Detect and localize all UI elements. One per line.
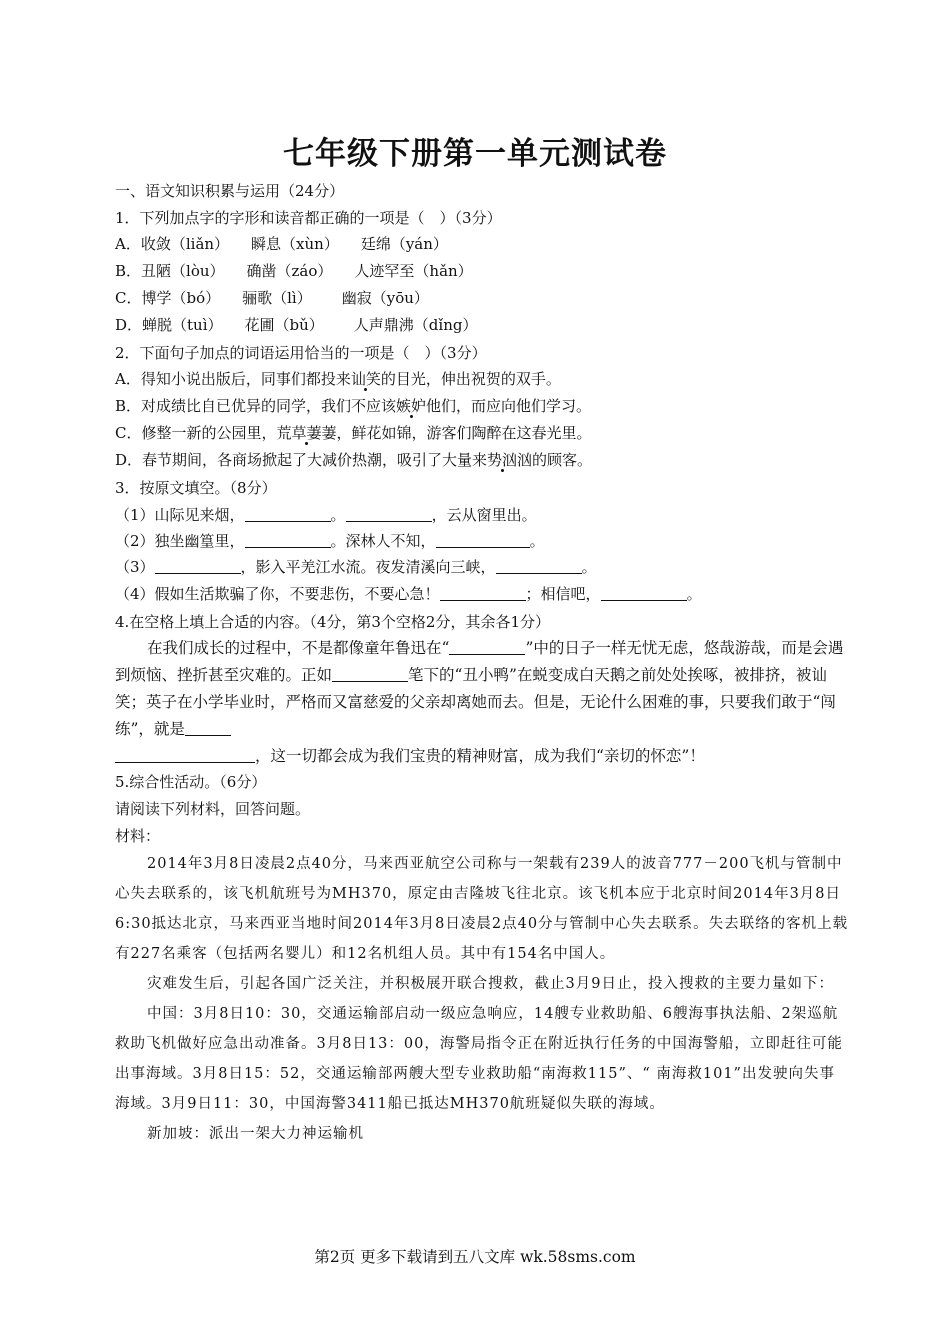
answer-blank[interactable]	[346, 505, 432, 522]
question-3-line-3: （3） ，影入平羌江水流。夜发清溪向三峡， 。	[115, 558, 597, 576]
answer-blank[interactable]	[245, 531, 331, 548]
question-3-line-2: （2）独坐幽篁里， 。深林人不知， 。	[115, 532, 545, 550]
question-1-option-c: C．博学（bó） 骊歌（lì） 幽寂（yōu）	[115, 289, 429, 307]
question-1-option-a: A．收敛（liǎn） 瞬息（xùn） 廷绵（yán）	[115, 235, 448, 253]
page-title: 七年级下册第一单元测试卷	[283, 136, 667, 172]
answer-blank[interactable]	[436, 531, 530, 548]
question-2-option-b: B．对成绩比自已优异的同学，我们不应该嫉妒他们，而应向他们学习。	[115, 397, 592, 415]
question-5-stem: 5.综合性活动。（6分）	[115, 773, 267, 791]
answer-blank[interactable]	[332, 665, 408, 682]
material-label: 材料：	[115, 827, 161, 845]
section-heading: 一、语文知识积累与运用（24分）	[115, 182, 345, 200]
question-2-stem: 2．下面句子加点的词语运用恰当的一项是（ ）（3分）	[115, 344, 487, 362]
answer-blank[interactable]	[449, 638, 525, 655]
question-1-option-b: B．丑陋（lòu） 确凿（záo） 人迹罕至（hǎn）	[115, 262, 473, 280]
material-paragraph: 新加坡：派出一架大力神运输机	[147, 1126, 364, 1142]
dotted-word: 讪笑	[350, 370, 381, 388]
dotted-word: 嫉妒	[396, 397, 427, 415]
question-4-stem: 4.在空格上填上合适的内容。（4分，第3个空格2分，其余各1分）	[115, 613, 550, 631]
question-1-stem: 1．下列加点字的字形和读音都正确的一项是（ ）（3分）	[115, 209, 502, 227]
answer-blank[interactable]	[601, 584, 687, 601]
question-5-instruction: 请阅读下列材料，回答问题。	[115, 800, 311, 818]
answer-blank[interactable]	[440, 584, 526, 601]
question-1-option-d: D．蝉脱（tuì） 花圃（bǔ） 人声鼎沸（dǐng）	[115, 316, 478, 334]
answer-blank[interactable]	[245, 505, 331, 522]
question-3-line-4: （4）假如生活欺骗了你，不要悲伤，不要心急！ ；相信吧， 。	[115, 585, 702, 603]
question-4-passage: 在我们成长的过程中，不是都像童年鲁迅在“ ”中的日子一样无忧无虑，悠哉游哉，而是会遇到烦恼、挫折甚至灾难的。正如 笔下的“丑小鸭”在蜕变成白天鹅之前处处挨啄，被排挤，被讪笑；英子在小学毕业时，严格而又富慈爱的父亲却离她而去。但是，无论什么困难的事，只要我们敢于“闯练”，就是 ，这一切都会成为我们宝贵的精神财富，成为我们“亲切的怀恋”！	[115, 639, 844, 765]
answer-blank[interactable]	[115, 746, 255, 763]
answer-blank[interactable]	[496, 557, 582, 574]
page-footer: 第2页 更多下载请到五八文库 wk.58sms.com	[314, 1248, 636, 1266]
material-text	[115, 849, 850, 1149]
material-paragraph: 中国：3月8日10：30，交通运输部启动一级应急响应，14艘专业救助船、6艘海事执法船、2架巡航救助飞机做好应急出动准备。3月8日13：00，海警局指令正在附近执行任务的中国海警船，立即赶往可能出事海域。3月8日15：52，交通运输部两艘大型专业救助船“南海救115”、“ 南海救101”出发驶向失事海域。3月9日11：30，中国海警3411船已抵达MH370航班疑似失联的海域。	[115, 1006, 843, 1112]
material-paragraph: 2014年3月8日凌晨2点40分，马来西亚航空公司称与一架载有239人的波音777－200飞机与管制中心失去联系的，该飞机航班号为MH370，原定由吉隆坡飞往北京。该飞机本应于北京时间2014年3月8日6:30抵达北京，马来西亚当地时间2014年3月8日凌晨2点40分与管制中心失去联系。失去联络的客机上载有227名乘客（包括两名婴儿）和12名机组人员。其中有154名中国人。	[115, 856, 849, 962]
question-2-option-d: D．春节期间，各商场掀起了大减价热潮，吸引了大量来势汹汹的顾客。	[115, 451, 593, 469]
dotted-word: 荒草萋萋	[276, 424, 337, 442]
material-paragraph: 灾难发生后，引起各国广泛关注，并积极展开联合搜救，截止3月9日止，投入搜救的主要力量如下：	[147, 976, 834, 992]
question-3-line-1: （1）山际见来烟， 。 ，云从窗里出。	[115, 506, 537, 524]
answer-blank[interactable]	[185, 719, 231, 736]
dotted-word: 来势汹汹	[472, 451, 533, 469]
question-2-option-a: A．得知小说出版后，同事们都投来讪笑的目光，伸出祝贺的双手。	[115, 370, 561, 388]
answer-blank[interactable]	[155, 557, 241, 574]
question-3-stem: 3．按原文填空。（8分）	[115, 479, 277, 497]
question-2-option-c: C．修整一新的公园里，荒草萋萋，鲜花如锦，游客们陶醉在这春光里。	[115, 424, 592, 442]
